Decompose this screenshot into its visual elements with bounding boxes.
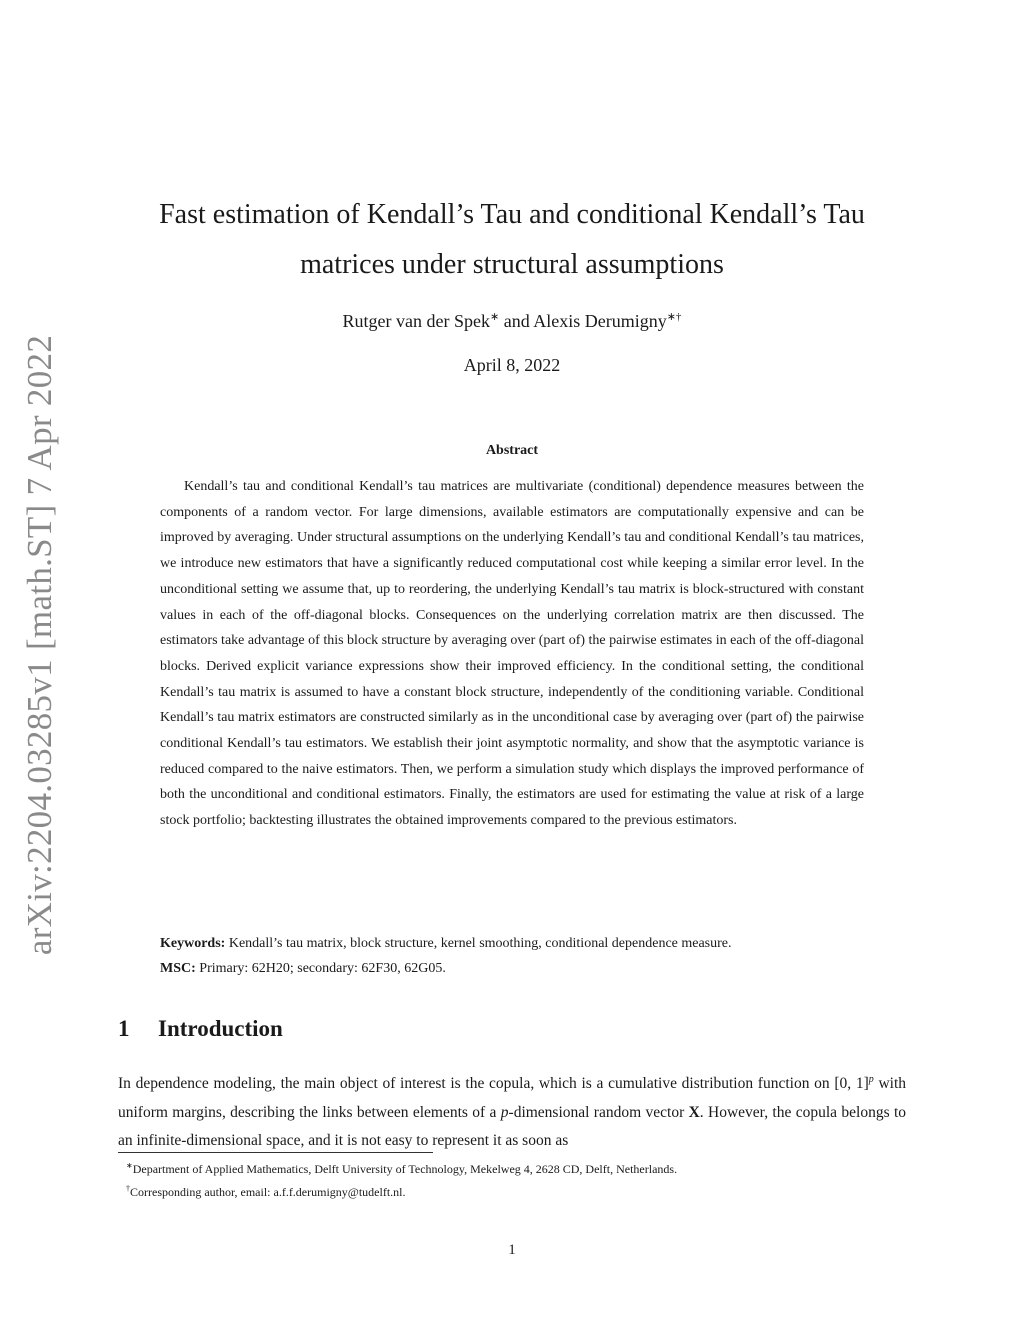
author-1: Rutger van der Spek — [342, 311, 491, 331]
intro-bold-x: X — [688, 1103, 700, 1121]
keywords-block — [160, 931, 864, 981]
title-line-2: matrices under structural assumptions — [300, 249, 724, 280]
keywords-label: Keywords: — [160, 936, 226, 951]
intro-paragraph — [118, 1066, 906, 1156]
intro-part-3: -dimensional random vector — [508, 1103, 689, 1121]
section-title: Introduction — [158, 1016, 283, 1041]
paper-date: April 8, 2022 — [463, 355, 561, 375]
footnote-1-text: Department of Applied Mathematics, Delft University of Technology, Mekelweg 4, 2628 CD, Delft, Netherlands. — [132, 1162, 678, 1176]
footnote-1-mark: ∗ — [126, 1161, 133, 1170]
abstract-heading: Abstract — [485, 443, 539, 458]
author-connector: and — [499, 311, 534, 331]
arxiv-sidebar — [10, 334, 70, 956]
footnotes — [118, 1156, 906, 1202]
section-heading — [118, 1016, 283, 1042]
intro-part-1: In dependence modeling, the main object of interest is the copula, which is a cumulative distribution function on [0, 1] — [118, 1075, 869, 1093]
page-number: 1 — [508, 1242, 516, 1258]
title-line-1: Fast estimation of Kendall’s Tau and conditional Kendall’s Tau — [159, 199, 865, 230]
footnote-rule — [118, 1152, 433, 1153]
keywords-text: Kendall’s tau matrix, block structure, kernel smoothing, conditional dependence measure. — [225, 936, 732, 951]
msc-label: MSC: — [160, 961, 196, 976]
msc-line — [160, 956, 864, 981]
footnote-2-mark: † — [126, 1184, 130, 1193]
intro-part-4: . However, the copula belongs to an infinite-dimensional space, and it is not easy to represent it as soon as — [118, 1103, 907, 1150]
author-2: Alexis Derumigny — [533, 311, 667, 331]
intro-italic-p: p — [500, 1103, 509, 1121]
author-2-mark: ∗† — [666, 311, 682, 323]
section-number: 1 — [118, 1016, 130, 1041]
abstract-body: Kendall’s tau and conditional Kendall’s tau matrices are multivariate (conditional) dependence measures between the components of a random vector. For large dimensions, available estimators are computationally expensive and can be improved by averaging. Under structural assumptions on the underlying Kendall’s tau and conditional Kendall’s tau matrices, we introduce new estimators that have a significantly reduced computational cost while keeping a similar error level. In the unconditional setting we assume that, up to reordering, the underlying Kendall’s tau matrix is block-structured with constant values in each of the off-diagonal blocks. Consequences on the underlying correlation matrix are then discussed. The estimators take advantage of this block structure by averaging over (part of) the pairwise estimates in each of the off-diagonal blocks. Derived explicit variance expressions show their improved efficiency. In the conditional setting, the conditional Kendall’s tau matrix is assumed to have a constant block structure, independently of the conditioning variable. Conditional Kendall’s tau matrix estimators are constructed similarly as in the unconditional case by averaging over (part of) the pairwise conditional Kendall’s tau estimators. We establish their joint asymptotic normality, and show that the asymptotic variance is reduced compared to the naive estimators. Then, we perform a simulation study which displays the improved performance of both the unconditional and conditional estimators. Finally, the estimators are used for estimating the value at risk of a large stock portfolio; backtesting illustrates the obtained improvements compared to the previous estimators. — [160, 479, 864, 829]
arxiv-identifier: arXiv:2204.03285v1 [math.ST] 7 Apr 2022 — [20, 334, 59, 956]
footnote-2-text: Corresponding author, email: a.f.f.derumigny@tudelft.nl. — [130, 1185, 406, 1199]
keywords-line — [160, 931, 864, 956]
msc-text: Primary: 62H20; secondary: 62F30, 62G05. — [195, 961, 446, 976]
paper-title — [118, 190, 906, 290]
author-1-mark: ∗ — [490, 311, 500, 323]
footnote-1 — [118, 1156, 906, 1179]
intro-part-2: with uniform margins, describing the links between elements of a — [118, 1075, 906, 1121]
footnote-2 — [118, 1179, 906, 1202]
intro-sup-p: p — [868, 1074, 874, 1085]
author-list — [118, 310, 906, 332]
